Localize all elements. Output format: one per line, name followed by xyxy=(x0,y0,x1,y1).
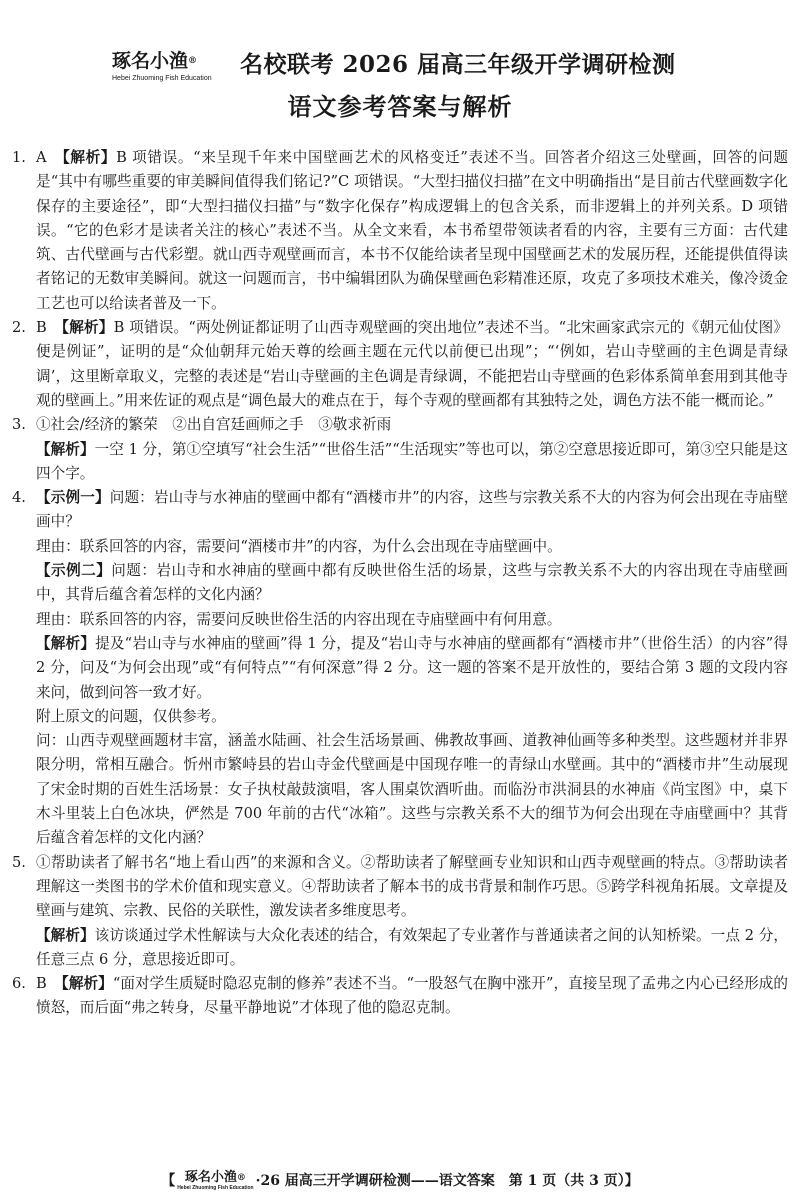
document-subtitle: 语文参考答案与解析 xyxy=(287,92,513,121)
answer-content xyxy=(12,146,788,1021)
example-1-question: 问题：岩山寺与水神庙的壁画中都有“酒楼市井”的内容，这些与宗教关系不大的内容为何会出现在寺庙壁画中？ xyxy=(36,489,788,531)
analysis-text: 该访谈通过学术性解读与大众化表述的结合，有效架起了专业著作与普通读者之间的认知桥梁。一点 2 分，任意三点 6 分，意思接近即可。 xyxy=(36,926,788,968)
analysis-text: 一空 1 分，第①空填写“社会生活”“世俗生活”“生活现实”等也可以，第②空意思接近即可，第③空只能是这四个字。 xyxy=(36,440,788,482)
analysis-text: B 项错误。“来呈现千年来中国壁画艺术的风格变迁”表述不当。回答者介绍这三处壁画，回答的问题是“其中有哪些重要的审美瞬间值得我们铭记?”C 项错误。“大型扫描仪扫描”在文中明确指出“是目前古代壁画数字化保存的主要途径”，即“大型扫描仪扫描”与“数字化保存”构成逻辑上的包含关系，而非逻辑上的并列关系。D 项错误。“它的色彩才是读者关注的核心”表述不当。从全文来看，本书希望带领读者看的内容，主要有三方面：古代建筑、古代壁画与古代彩塑。就山西寺观壁画而言，本书不仅能给读者呈现中国壁画艺术的发展历程，还能提供值得读者铭记的无数审美瞬间。就这一问题而言，书中编辑团队为确保壁画色彩精准还原，攻克了多项技术难关，像冷烫金工艺也可以给读者普及一下。 xyxy=(36,149,788,312)
reference-note: 附上原文的问题，仅供参考。 xyxy=(36,707,226,725)
question-number: 6. xyxy=(12,975,26,993)
registered-mark: ® xyxy=(188,56,198,66)
answer-text: ①社会/经济的繁荣 ②出自宫廷画师之手 ③敬求祈雨 xyxy=(36,416,392,434)
footer-bracket-left: 【 xyxy=(161,1173,176,1189)
answer-choice: B xyxy=(36,319,47,337)
question-3 xyxy=(12,413,788,437)
footer-bracket-right: 】 xyxy=(624,1173,639,1189)
analysis-tag: 【解析】 xyxy=(36,440,95,458)
example-2-question: 问题：岩山寺和水神庙的壁画中都有反映世俗生活的场景，这些与宗教关系不大的内容出现在寺庙壁画中，其背后蕴含着怎样的文化内涵？ xyxy=(36,562,788,604)
logo-chinese-text: 琢名小渔 xyxy=(112,50,189,72)
exam-title: 名校联考 2026 届高三年级开学调研检测 xyxy=(240,51,676,78)
page-footer xyxy=(0,1170,800,1191)
answer-text: ①帮助读者了解书名“地上看山西”的来源和含义。②帮助读者了解壁画专业知识和山西寺观壁画的特点。③帮助读者理解这一类图书的学术价值和现实意义。④帮助读者了解本书的成书背景和制作巧思。⑤跨学科视角拓展。文章提及壁画与建筑、宗教、民俗的关联性，激发读者多维度思考。 xyxy=(36,853,788,920)
analysis-tag: 【解析】 xyxy=(36,634,96,652)
analysis-tag: 【解析】 xyxy=(61,319,114,337)
example-2-reason: 理由：联系回答的内容，需要问反映世俗生活的内容出现在寺庙壁画中有何用意。 xyxy=(36,610,562,628)
footer-registered-mark: ® xyxy=(236,1173,246,1183)
example-1-tag: 【示例一】 xyxy=(36,489,110,507)
footer-page-info: ·26 届高三开学调研检测——语文答案 第 1 页（共 3 页） xyxy=(255,1173,625,1189)
question-4 xyxy=(12,486,788,535)
logo-english-text: Hebei Zhuoming Fish Education xyxy=(112,75,212,82)
question-6 xyxy=(12,972,788,1021)
question-number: 3. xyxy=(12,416,26,434)
question-number: 1. xyxy=(12,149,26,166)
question-number: 2. xyxy=(12,319,26,337)
answer-choice: B xyxy=(36,975,47,993)
analysis-text: 提及“岩山寺与水神庙的壁画”得 1 分，提及“岩山寺与水神庙的壁画都有“酒楼市井”（世俗生活）的内容”得 2 分，问及“为何会出现”或“有何特点”“有何深意”得 2 分。这一题的答案不是开放性的，要结合第 3 题的文段内容来问，做到问答一致才好。 xyxy=(36,634,788,701)
question-5 xyxy=(12,851,788,924)
analysis-tag: 【解析】 xyxy=(61,975,113,993)
example-1-reason: 理由：联系回答的内容，需要问“酒楼市井”的内容，为什么会出现在寺庙壁画中。 xyxy=(36,537,562,555)
question-number: 4. xyxy=(12,489,26,507)
original-question: 问：山西寺观壁画题材丰富，涵盖水陆画、社会生活场景画、佛教故事画、道教神仙画等多种类型。这些题材并非界限分明，常相互融合。忻州市繁峙县的岩山寺金代壁画是中国现存唯一的青绿山水壁画。其中的“酒楼市井”生动展现了宋金时期的百姓生活场景：女子执杖敲鼓演唱，客人围桌饮酒听曲。而临汾市洪洞县的水神庙《尚宝图》中，桌下木斗里装上白色冰块，俨然是 700 年前的古代“冰箱”。这些与宗教关系不大的细节为何会出现在寺庙壁画中？其背后蕴含着怎样的文化内涵？ xyxy=(36,732,788,847)
footer-logo-english: Hebei Zhuoming Fish Education xyxy=(177,1185,254,1191)
analysis-text: “面对学生质疑时隐忍克制的修养”表述不当。“一股怒气在胸中涨开”，直接呈现了孟弗之内心已经形成的愤怒，而后面“弗之转身，尽量平静地说”才体现了他的隐忍克制。 xyxy=(36,975,788,1017)
answer-choice: A xyxy=(36,149,47,166)
analysis-text: B 项错误。“两处例证都证明了山西寺观壁画的突出地位”表述不当。“北宋画家武宗元的《朝元仙仗图》便是例证”，证明的是“众仙朝拜元始天尊的绘画主题在元代以前便已出现”；“‘例如，岩山寺壁画的主色调是青绿调’，这里断章取义，完整的表述是“岩山寺壁画的主色调是青绿调，不能把岩山寺壁画的色彩体系简单套用到其他寺观的壁画上。”用来佐证的观点是“调色最大的难点在于，每个寺观的壁画都有其独特之处，调色方法不能一概而论。” xyxy=(36,319,788,409)
analysis-tag: 【解析】 xyxy=(36,926,95,944)
page-header xyxy=(0,42,800,122)
footer-logo xyxy=(177,1171,253,1191)
footer-logo-chinese: 琢名小渔 xyxy=(184,1170,237,1185)
analysis-tag: 【解析】 xyxy=(62,149,117,166)
question-1 xyxy=(12,146,788,316)
question-2 xyxy=(12,316,788,413)
example-2-tag: 【示例二】 xyxy=(36,562,112,580)
question-number: 5. xyxy=(12,853,26,871)
